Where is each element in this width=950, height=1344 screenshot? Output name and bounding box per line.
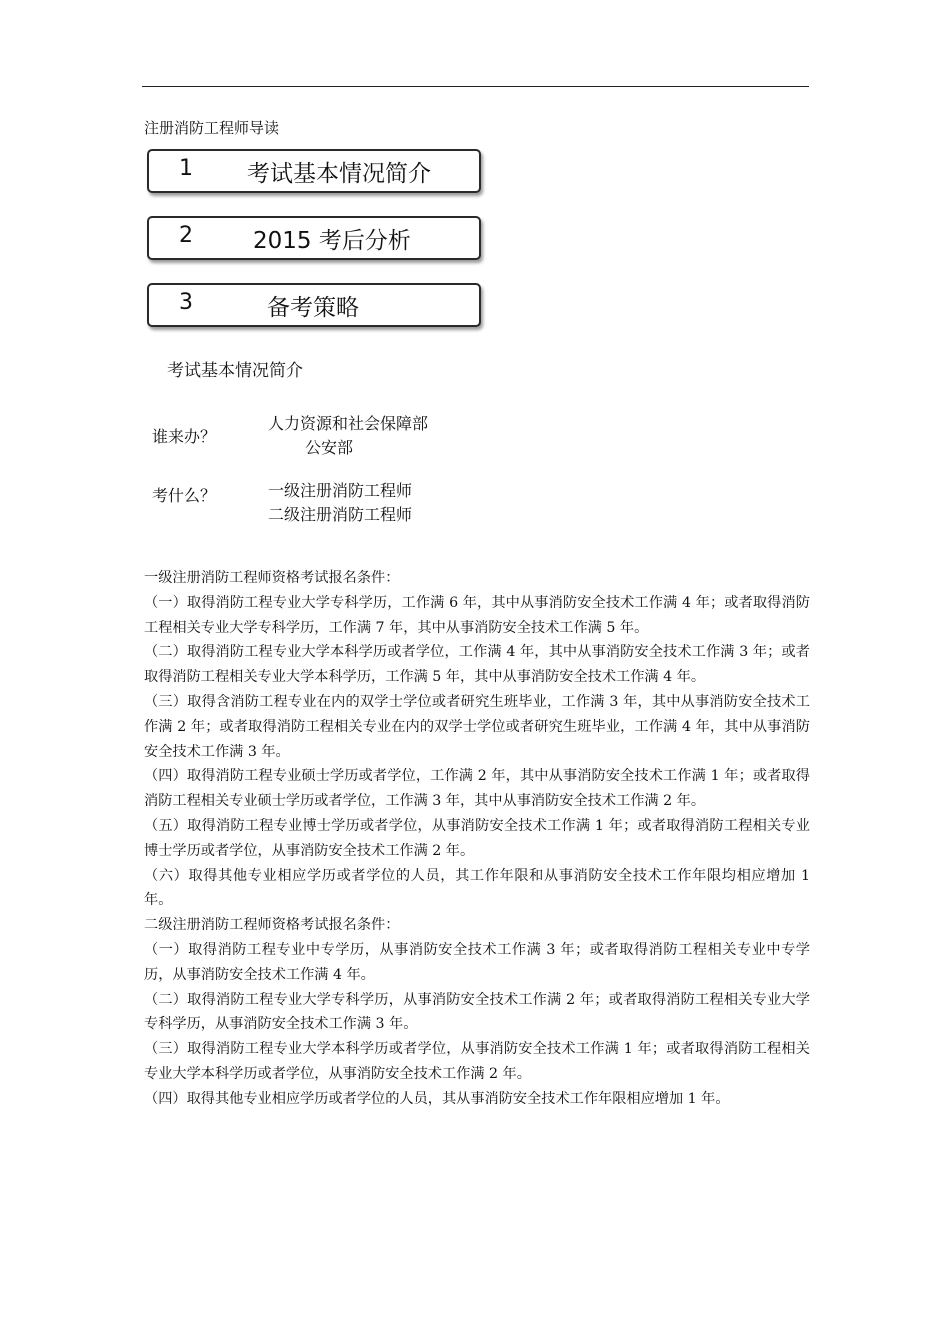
toc-label: 备考策略	[267, 295, 359, 321]
doc-title: 注册消防工程师导读	[144, 119, 280, 137]
paragraph: （一）取得消防工程专业中专学历，从事消防安全技术工作满 3 年；或者取得消防工程相关专业中专学历，从事消防安全技术工作满 4 年。	[144, 941, 810, 983]
question-who: 谁来办？	[152, 427, 217, 446]
answer-who-1: 人力资源和社会保障部	[268, 414, 429, 433]
question-what: 考什么？	[152, 486, 217, 505]
answer-who-2: 公安部	[305, 438, 354, 457]
toc-number: 2	[179, 223, 193, 248]
toc-label: 考试基本情况简介	[247, 161, 431, 187]
toc-label: 2015 考后分析	[253, 228, 411, 254]
paragraph: （六）取得其他专业相应学历或者学位的人员，其工作年限和从事消防安全技术工作年限均相应增加 1 年。	[144, 867, 810, 909]
answer-what-1: 一级注册消防工程师	[268, 481, 413, 500]
paragraph: （三）取得含消防工程专业在内的双学士学位或者研究生班毕业，工作满 3 年，其中从事消防安全技术工作满 2 年；或者取得消防工程相关专业在内的双学士学位或者研究生班毕业，工作满 4 年，其中从事消防安全技术工作满 3 年。	[144, 693, 810, 760]
toc-number: 1	[179, 156, 193, 181]
toc-item-2	[147, 216, 481, 260]
toc-number: 3	[179, 290, 193, 315]
answer-what-2: 二级注册消防工程师	[268, 505, 413, 524]
info-title: 考试基本情况简介	[167, 361, 303, 381]
toc-item-3	[147, 283, 481, 327]
paragraph: （四）取得消防工程专业硕士学历或者学位，工作满 2 年，其中从事消防安全技术工作满 1 年；或者取得消防工程相关专业硕士学历或者学位，工作满 3 年，其中从事消防安全技术工作满 2 年。	[144, 768, 810, 810]
paragraph: （三）取得消防工程专业大学本科学历或者学位，从事消防安全技术工作满 1 年；或者取得消防工程相关专业大学本科学历或者学位，从事消防安全技术工作满 2 年。	[144, 1041, 810, 1082]
paragraph: 一级注册消防工程师资格考试报名条件：	[144, 570, 400, 586]
toc-item-1	[147, 149, 481, 193]
header-rule	[142, 86, 809, 87]
paragraph: 二级注册消防工程师资格考试报名条件：	[144, 917, 400, 934]
body-text	[144, 566, 810, 1112]
paragraph: （一）取得消防工程专业大学专科学历，工作满 6 年，其中从事消防安全技术工作满 4 年；或者取得消防工程相关专业大学专科学历，工作满 7 年，其中从事消防安全技术工作满 5 年。	[144, 594, 810, 636]
paragraph: （四）取得其他专业相应学历或者学位的人员，其从事消防安全技术工作年限相应增加 1 年。	[144, 1090, 730, 1107]
paragraph: （二）取得消防工程专业大学本科学历或者学位，工作满 4 年，其中从事消防安全技术工作满 3 年；或者取得消防工程相关专业大学本科学历，工作满 5 年，其中从事消防安全技术工作满 4 年。	[144, 644, 810, 686]
paragraph: （五）取得消防工程专业博士学历或者学位，从事消防安全技术工作满 1 年；或者取得消防工程相关专业博士学历或者学位，从事消防安全技术工作满 2 年。	[144, 817, 810, 859]
paragraph: （二）取得消防工程专业大学专科学历，从事消防安全技术工作满 2 年；或者取得消防工程相关专业大学专科学历，从事消防安全技术工作满 3 年。	[144, 991, 810, 1033]
